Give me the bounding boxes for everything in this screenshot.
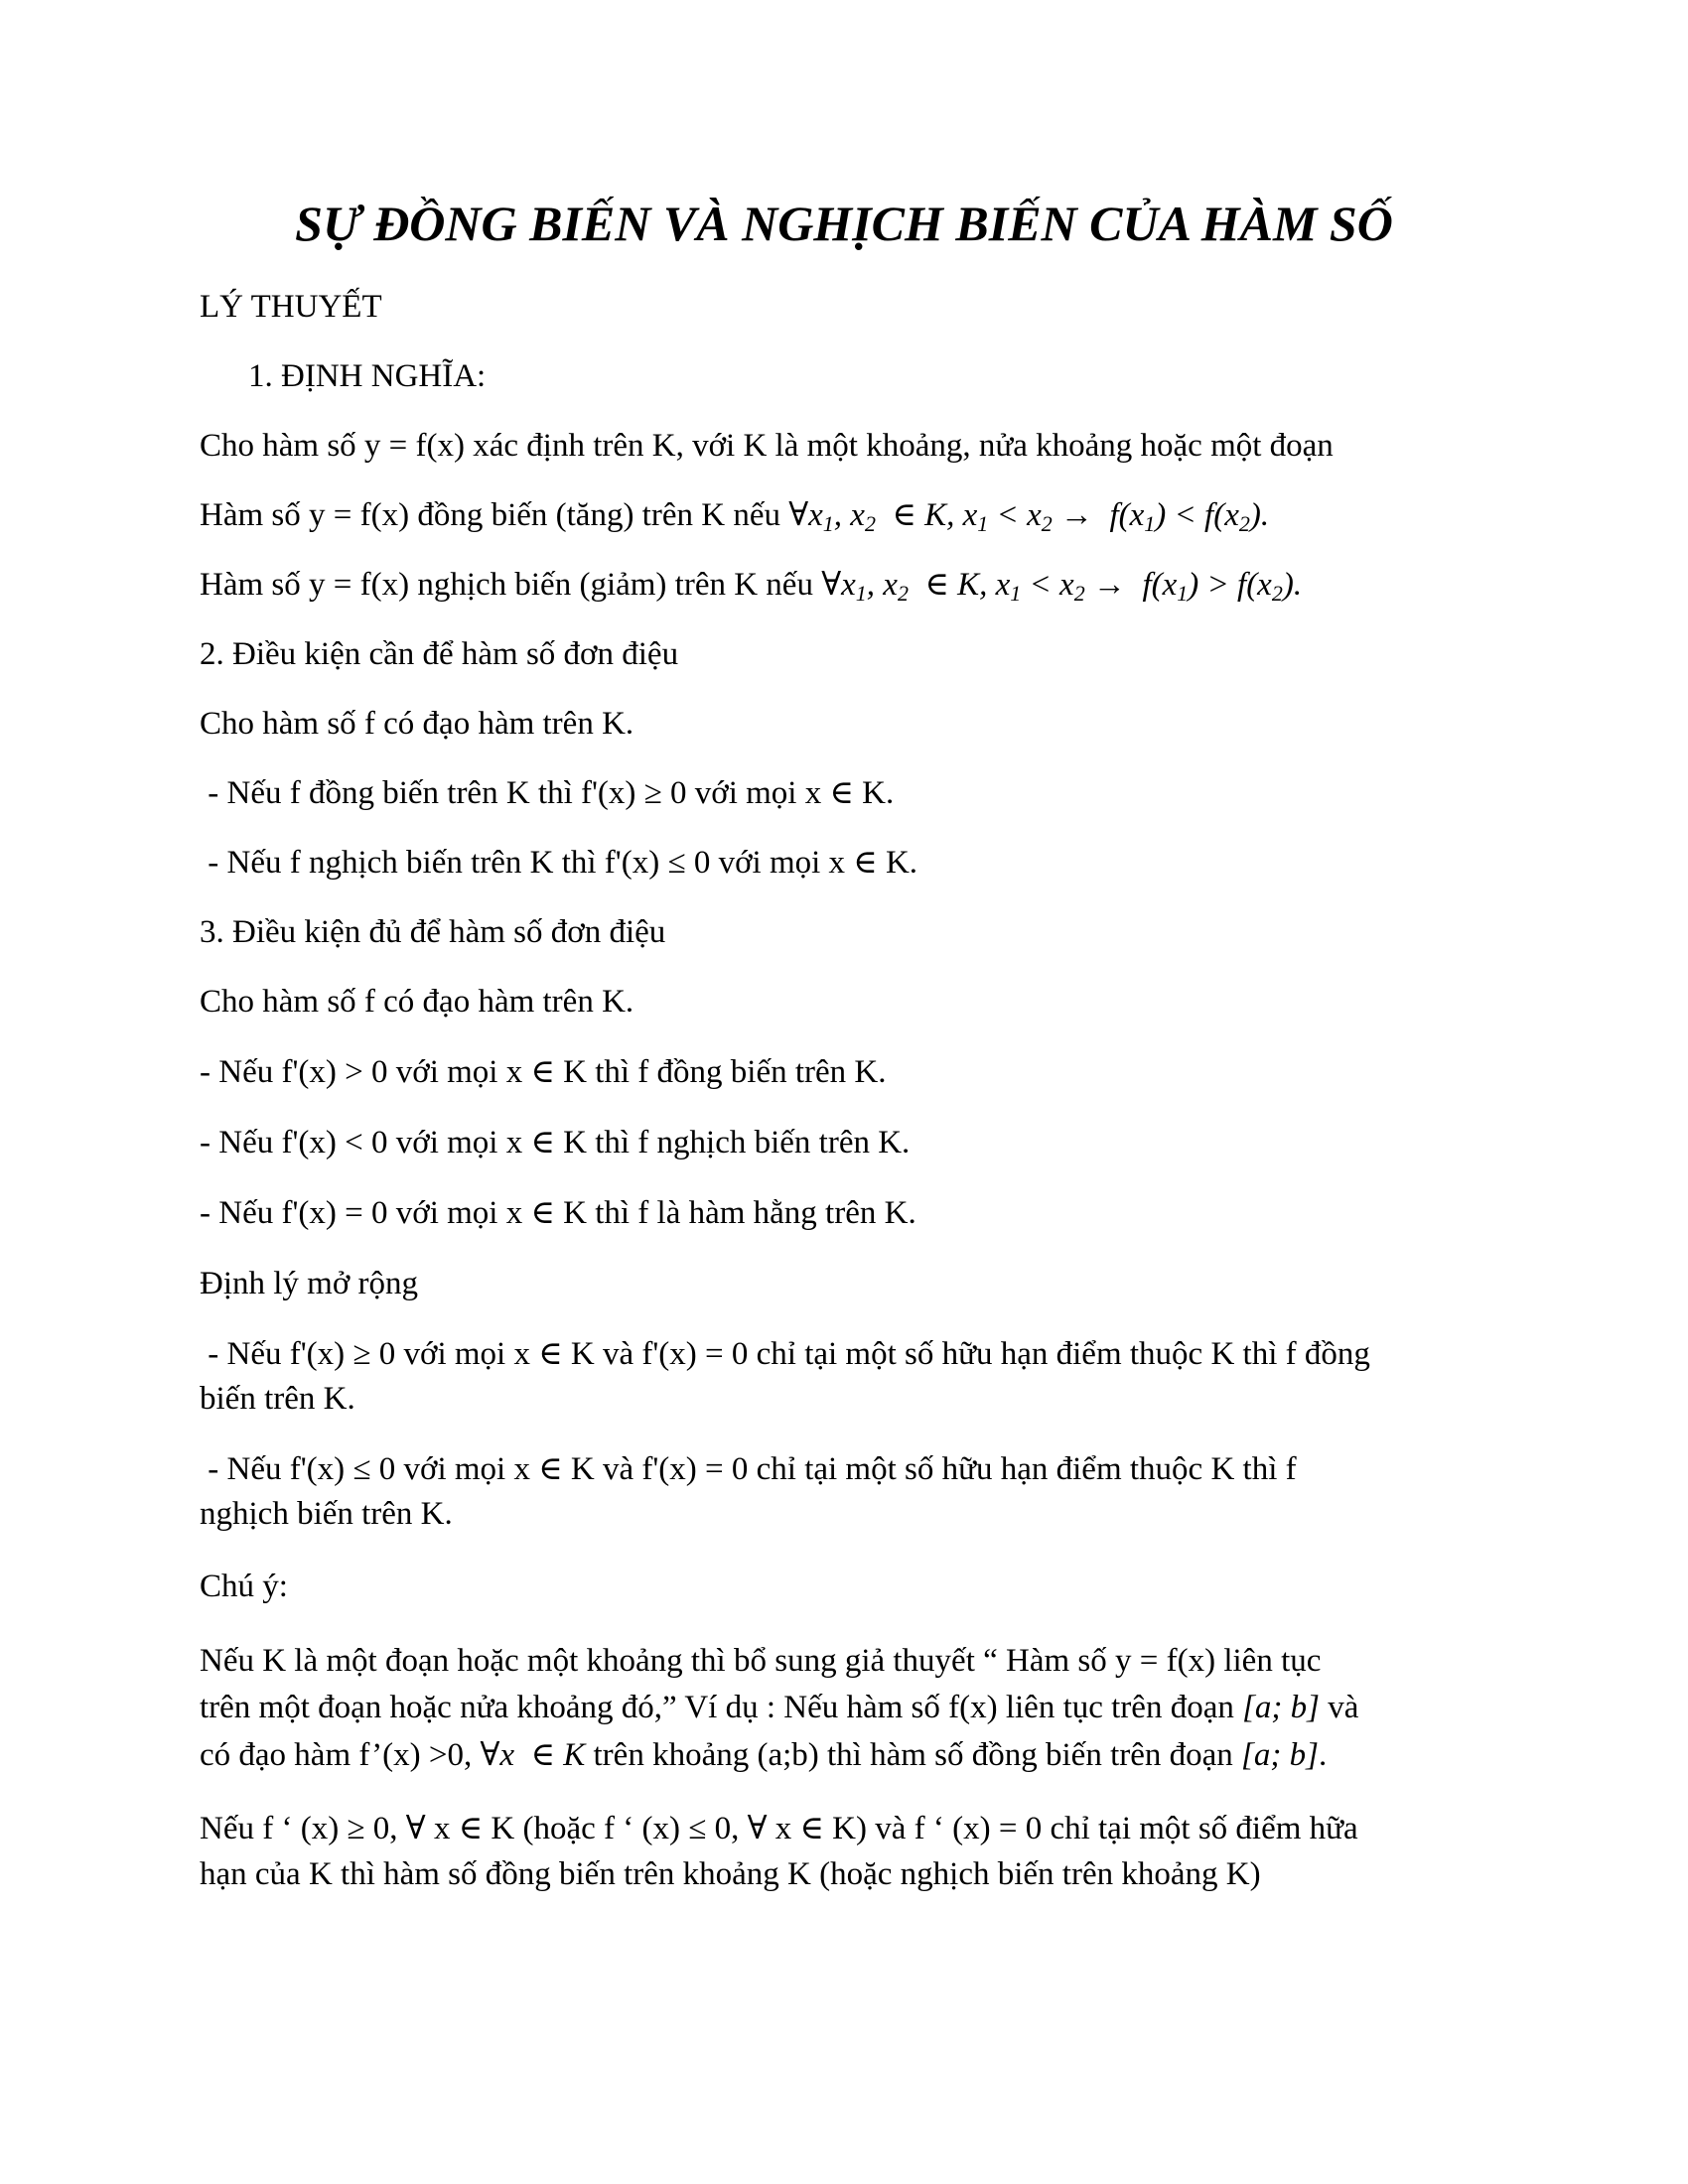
sufficient-intro: Cho hàm số f có đạo hàm trên K. <box>200 984 634 1020</box>
interval-formula: [a; b] <box>1242 1690 1321 1725</box>
note-heading: Chú ý: <box>200 1569 288 1604</box>
extended-heading: Định lý mở rộng <box>200 1266 419 1301</box>
definition-heading: 1. ĐỊNH NGHĨA: <box>248 358 487 394</box>
sufficient-heading: 3. Điều kiện đủ để hàm số đơn điệu <box>200 914 666 950</box>
note-paragraph-line: Nếu K là một đoạn hoặc một khoảng thì bổ sung giả thuyết “ Hàm số y = f(x) liên tục <box>200 1643 1322 1679</box>
page-title: SỰ ĐỒNG BIẾN VÀ NGHỊCH BIẾN CỦA HÀM SỐ <box>295 196 1393 251</box>
extended-item: - Nếu f'(x) ≥ 0 với mọi x ∈ K và f'(x) = 0 chỉ tại một số hữu hạn điểm thuộc K thì f đồng <box>200 1336 1370 1372</box>
sufficient-item: - Nếu f'(x) = 0 với mọi x ∈ K thì f là hàm hằng trên K. <box>200 1195 916 1231</box>
definition-increasing-text: Hàm số y = f(x) đồng biến (tăng) trên K nếu ∀ <box>200 497 809 533</box>
sufficient-item: - Nếu f'(x) < 0 với mọi x ∈ K thì f nghịch biến trên K. <box>200 1125 911 1160</box>
note-paragraph-line <box>200 1686 1358 1729</box>
note-text: . <box>1318 1737 1328 1773</box>
extended-item-continuation: nghịch biến trên K. <box>200 1496 453 1532</box>
necessary-heading: 2. Điều kiện cần để hàm số đơn điệu <box>200 636 679 672</box>
note-text: trên khoảng (a;b) thì hàm số đồng biến trên đoạn <box>585 1737 1242 1773</box>
note-paragraph-line: Nếu f ‘ (x) ≥ 0, ∀ x ∈ K (hoặc f ‘ (x) ≤ 0, ∀ x ∈ K) và f ‘ (x) = 0 chỉ tại một số điểm hữa <box>200 1811 1358 1846</box>
increasing-formula: $x_1$, $x_2$ ∈ K, $x_1 < x_2 \to f(x_1) < f(x_2)$. <box>808 497 1270 536</box>
note-paragraph-line <box>200 1733 1327 1777</box>
sufficient-item: - Nếu f'(x) > 0 với mọi x ∈ K thì f đồng biến trên K. <box>200 1054 887 1090</box>
definition-increasing <box>200 493 1269 537</box>
decreasing-formula: $x_1$, $x_2$ ∈ K, $x_1 < x_2 \to f(x_1) > f(x_2)$. <box>841 567 1303 606</box>
membership-formula: x ∈ K <box>499 1737 586 1773</box>
definition-decreasing-text: Hàm số y = f(x) nghịch biến (giảm) trên K nếu ∀ <box>200 567 842 603</box>
extended-item: - Nếu f'(x) ≤ 0 với mọi x ∈ K và f'(x) = 0 chỉ tại một số hữu hạn điểm thuộc K thì f <box>200 1451 1297 1487</box>
necessary-intro: Cho hàm số f có đạo hàm trên K. <box>200 706 634 742</box>
note-paragraph-line: hạn của K thì hàm số đồng biến trên khoảng K (hoặc nghịch biến trên khoảng K) <box>200 1856 1261 1892</box>
note-text: có đạo hàm f’(x) >0, ∀ <box>200 1737 500 1773</box>
interval-formula: [a; b] <box>1241 1737 1319 1773</box>
definition-decreasing <box>200 563 1302 607</box>
extended-item-continuation: biến trên K. <box>200 1381 355 1417</box>
definition-intro: Cho hàm số y = f(x) xác định trên K, với K là một khoảng, nửa khoảng hoặc một đoạn <box>200 428 1334 464</box>
necessary-item: - Nếu f nghịch biến trên K thì f'(x) ≤ 0 với mọi x ∈ K. <box>200 845 918 881</box>
note-text: trên một đoạn hoặc nửa khoảng đó,” Ví dụ : Nếu hàm số f(x) liên tục trên đoạn <box>200 1690 1243 1725</box>
necessary-item: - Nếu f đồng biến trên K thì f'(x) ≥ 0 với mọi x ∈ K. <box>200 775 895 811</box>
note-text: và <box>1320 1690 1359 1725</box>
section-heading: LÝ THUYẾT <box>200 289 382 325</box>
